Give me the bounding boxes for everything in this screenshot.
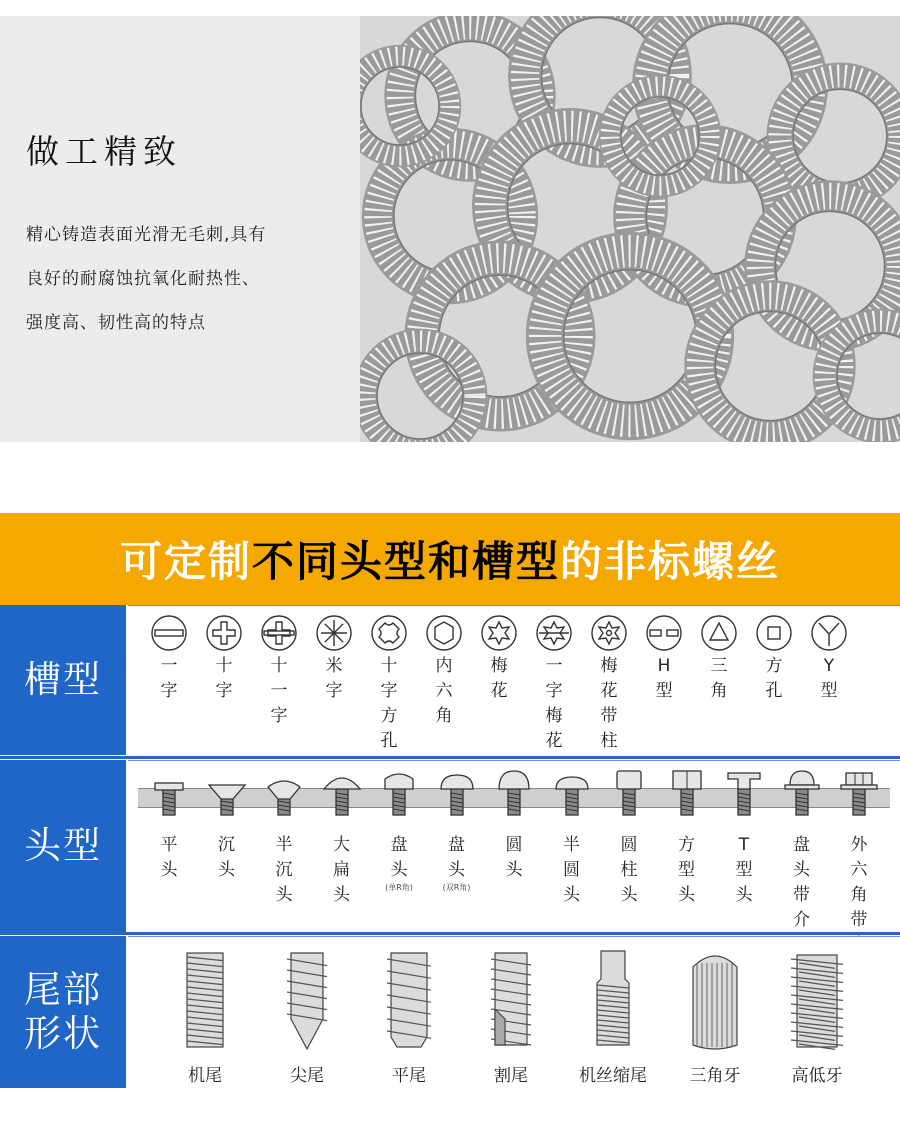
square-drive-icon (755, 614, 793, 652)
slotted-drive-icon (150, 614, 188, 652)
head-type-item (374, 767, 424, 893)
tail-shape-item (364, 949, 454, 1086)
head-type-item (489, 767, 539, 883)
feature-line-3: 强度高、韧性高的特点 (26, 313, 206, 333)
feature-line-2: 良好的耐腐蚀抗氧化耐热性、 (26, 269, 260, 289)
tail-shape-item (772, 949, 862, 1086)
slot-type-name: 一 字 (160, 656, 178, 701)
custom-banner (0, 513, 900, 605)
banner-part-2: 不同头型和槽型 (251, 537, 560, 586)
feature-title: 做工精致 (26, 132, 182, 171)
large-flat-head-icon (320, 767, 364, 829)
machine-tail-icon (165, 949, 245, 1053)
head-type-item (777, 767, 827, 933)
head-type-name: 盘 头 (390, 835, 408, 880)
slot-type-list (128, 605, 900, 756)
slot-type-name: 方 孔 (765, 656, 783, 701)
slot-type-name: 梅 花 (490, 656, 508, 701)
half-round-head-icon (550, 767, 594, 829)
slot-type-name: 一 字 梅 花 (545, 656, 563, 751)
tail-shape-name: 割尾 (494, 1066, 528, 1086)
triangle-drive-icon (700, 614, 738, 652)
pan-head-double-r-icon (435, 767, 479, 829)
feature-line-1: 精心铸造表面光滑无毛刺,具有 (26, 225, 267, 245)
slot-type-name: 十 一 字 (270, 656, 288, 726)
slot-type-name: 三 角 (710, 656, 728, 701)
cheese-head-icon (607, 767, 651, 829)
head-type-note: (双R角) (442, 883, 471, 892)
row-divider (0, 756, 900, 759)
tail-shape-item (160, 949, 250, 1086)
head-type-item (432, 767, 482, 893)
y-drive-icon (810, 614, 848, 652)
tail-shape-item (466, 949, 556, 1086)
pan-head-icon (377, 767, 421, 829)
machine-reduced-tail-icon (573, 949, 653, 1053)
torx-pin-drive-icon (590, 614, 628, 652)
hex-socket-icon (425, 614, 463, 652)
head-type-name: 外 六 角 带 (850, 835, 868, 930)
head-type-item (317, 767, 367, 908)
slot-type-name: 十 字 方 孔 (380, 656, 398, 751)
head-type-name: 圆 柱 头 (620, 835, 638, 905)
head-type-item (719, 767, 769, 908)
head-type-name: T 型 头 (735, 835, 753, 905)
square-cross-drive-icon (370, 614, 408, 652)
head-type-name: 沉 头 (218, 835, 235, 880)
round-head-icon (492, 767, 536, 829)
slot-type-item (804, 614, 854, 704)
slot-type-item (364, 614, 414, 754)
head-type-item (259, 767, 309, 908)
slot-type-item (199, 614, 249, 704)
slot-type-name: 十 字 (215, 656, 233, 701)
slot-type-item (639, 614, 689, 704)
head-type-label: 头型 (0, 760, 126, 932)
tail-shape-name: 机尾 (188, 1066, 222, 1086)
slot-type-label: 槽型 (0, 605, 126, 755)
tail-shape-list (128, 936, 900, 1089)
head-type-item (202, 767, 252, 883)
tail-shape-item (262, 949, 352, 1086)
hex-washer-head-icon (837, 767, 881, 829)
pointed-tail-icon (267, 949, 347, 1053)
pan-washer-head-icon (780, 767, 824, 829)
slot-type-name: 内 六 角 (435, 656, 453, 726)
star-drive-icon (315, 614, 353, 652)
banner-part-3: 的非标螺丝 (560, 537, 781, 586)
tail-shape-name: 高低牙 (791, 1066, 843, 1086)
square-head-icon (665, 767, 709, 829)
tail-shape-name: 三角牙 (689, 1066, 741, 1086)
head-type-name: 方 型 头 (678, 835, 695, 905)
head-type-item (144, 767, 194, 883)
head-type-name: 大 扁 头 (333, 835, 350, 905)
flat-tail-icon (369, 949, 449, 1053)
head-type-name: 圆 头 (505, 835, 523, 880)
banner-part-1: 可定制 (119, 537, 252, 586)
triangular-thread-icon (675, 949, 755, 1053)
head-type-name: 半 沉 头 (275, 835, 293, 905)
feature-text (26, 126, 366, 345)
tail-shape-name: 平尾 (392, 1066, 426, 1086)
slot-type-row (0, 605, 900, 755)
slot-type-name: 米 字 (325, 656, 343, 701)
torx-drive-icon (480, 614, 518, 652)
combo-drive-icon (260, 614, 298, 652)
flat-head-icon (147, 767, 191, 829)
slot-type-item (474, 614, 524, 704)
torx-slot-drive-icon (535, 614, 573, 652)
slot-type-item (694, 614, 744, 704)
slot-type-item (584, 614, 634, 754)
phillips-drive-icon (205, 614, 243, 652)
head-type-item (604, 767, 654, 908)
tail-shape-item (670, 949, 760, 1086)
tail-shape-label: 尾部形状 (0, 936, 126, 1088)
slot-type-item (419, 614, 469, 729)
feature-panel (0, 16, 900, 442)
head-type-row (0, 760, 900, 932)
slot-type-item (529, 614, 579, 754)
slot-type-item (749, 614, 799, 704)
head-type-list (128, 760, 900, 933)
h-drive-icon (645, 614, 683, 652)
tail-shape-name: 尖尾 (290, 1066, 324, 1086)
high-low-thread-icon (777, 949, 857, 1053)
slot-type-name: 梅 花 带 柱 (600, 656, 618, 751)
t-head-icon (722, 767, 766, 829)
head-type-name: 半 圆 头 (563, 835, 580, 905)
tail-shape-name: 机丝缩尾 (579, 1066, 647, 1086)
countersunk-head-icon (205, 767, 249, 829)
head-type-name: 平 头 (160, 835, 178, 880)
head-type-name: 盘 头 带 介 (793, 835, 810, 930)
head-type-item (547, 767, 597, 908)
slot-type-item (309, 614, 359, 704)
head-type-name: 盘 头 (448, 835, 465, 880)
slot-type-name: H 型 (655, 656, 673, 701)
tail-shape-item (568, 949, 658, 1086)
head-type-item (662, 767, 712, 908)
slot-type-name: Y 型 (820, 656, 838, 701)
row-divider (0, 932, 900, 935)
washers-photo (360, 16, 900, 442)
head-type-item (834, 767, 884, 958)
raised-countersunk-head-icon (262, 767, 306, 829)
cutting-tail-icon (471, 949, 551, 1053)
slot-type-item (144, 614, 194, 704)
tail-shape-row (0, 936, 900, 1088)
slot-type-item (254, 614, 304, 729)
head-type-note: (单R角) (385, 883, 413, 892)
